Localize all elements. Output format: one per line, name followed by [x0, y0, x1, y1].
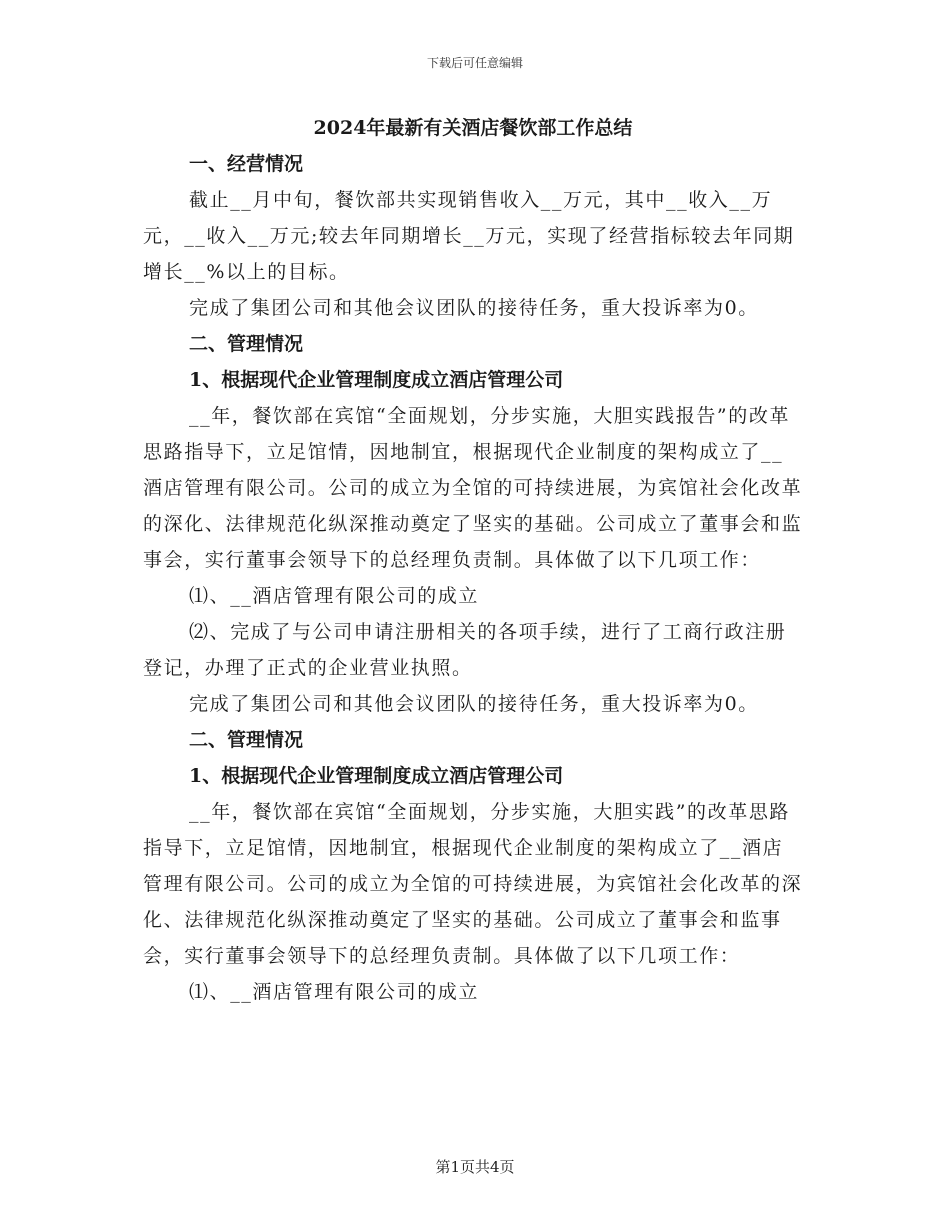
page-number-indicator: 第1页共4页: [435, 1158, 515, 1176]
paragraph-sales-summary: 截止__月中旬，餐饮部共实现销售收入__万元，其中__收入__万元，__收入__万元;较去年同期增长__万元，实现了经营指标较去年同期增长__%以上的目标。: [143, 189, 795, 283]
section-heading-operations: 一、经营情况: [189, 153, 304, 175]
paragraph-company-founding: __年，餐饮部在宾馆“全面规划，分步实施，大胆实践报告”的改革思路指导下，立足馆情，因地制宜，根据现代企业制度的架构成立了__酒店管理有限公司。公司的成立为全馆的可持续进展，为宾馆社会化改革的深化、法律规范化纵深推动奠定了坚实的基础。公司成立了董事会和监事会，实行董事会领导下的总经理负责制。具体做了以下几项工作：: [143, 405, 803, 571]
document-title: 2024年最新有关酒店餐饮部工作总结: [313, 117, 633, 139]
document-body: [143, 110, 803, 1010]
list-item-company-established-repeat: ⑴、__酒店管理有限公司的成立: [189, 981, 480, 1003]
paragraph-reception-tasks: 完成了集团公司和其他会议团队的接待任务，重大投诉率为0。: [189, 297, 759, 319]
list-item-registration: ⑵、完成了与公司申请注册相关的各项手续，进行了工商行政注册登记，办理了正式的企业营业执照。: [143, 621, 787, 679]
page-header-note: 下载后可任意编辑: [426, 56, 523, 70]
section-heading-management-repeat: 二、管理情况: [189, 729, 304, 751]
sub-heading-management-company: 1、根据现代企业管理制度成立酒店管理公司: [189, 369, 564, 391]
section-heading-management: 二、管理情况: [189, 333, 304, 355]
list-item-company-established: ⑴、__酒店管理有限公司的成立: [189, 585, 480, 607]
paragraph-reception-tasks-repeat: 完成了集团公司和其他会议团队的接待任务，重大投诉率为0。: [189, 693, 759, 715]
paragraph-company-founding-repeat: __年，餐饮部在宾馆“全面规划，分步实施，大胆实践”的改革思路指导下，立足馆情，因地制宜，根据现代企业制度的架构成立了__酒店管理有限公司。公司的成立为全馆的可持续进展，为宾馆社会化改革的深化、法律规范化纵深推动奠定了坚实的基础。公司成立了董事会和监事会，实行董事会领导下的总经理负责制。具体做了以下几项工作：: [143, 801, 803, 967]
sub-heading-management-company-repeat: 1、根据现代企业管理制度成立酒店管理公司: [189, 765, 564, 787]
